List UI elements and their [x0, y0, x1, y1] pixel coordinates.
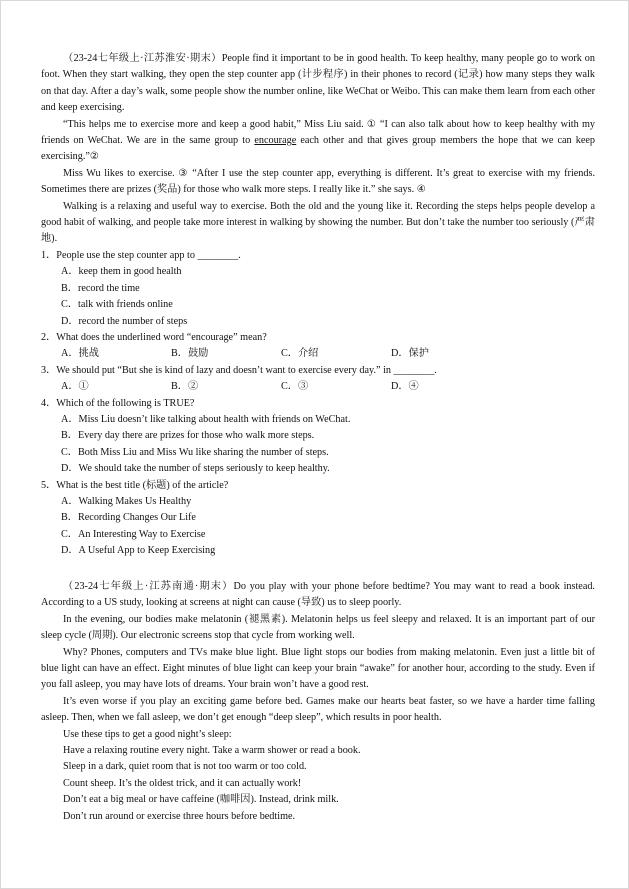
option: B．Recording Changes Our Life	[61, 512, 196, 524]
option: A．①	[61, 381, 89, 393]
passage-1-paragraph-2: “This helps me to exercise more and keep a good habit,” Miss Liu said. ① “I can also talk about how to keep healthy with my friends on WeChat. We are in the same group to encourage each other and that gives group members the hope that we can keep exercising.”②	[41, 118, 595, 163]
passage-2-paragraph-4: It’s even worse if you play an exciting game before bed. Games make our hearts beat faster, so we have a harder time falling asleep. Then, when we fall asleep, we don’t get enough “deep sleep”, which results in poor health.	[41, 695, 595, 724]
option: C．talk with friends online	[61, 299, 173, 311]
passage-1-paragraph-1: （23-24七年级上·江苏淮安·期末）People find it important to be in good health. To keep healthy, many people go to work on foot. When they start walking, they open the step counter app (计步程序) in their phones to record (记录) how many steps they walk on that day. After a day’s walk, some people show the number online, like WeChat or Weibo. This can make them learn from each other and keep exercising.	[41, 53, 595, 114]
passage-2-paragraph-3: Why? Phones, computers and TVs make blue light. Blue light stops our bodies from making melatonin. Even just a little bit of blue light can have an effect. Eight minutes of blue light can keep your brain “awake” for another hour, according to the study. Even if you fall asleep, you may have lots of dreams. Your brain won’t have a good rest.	[41, 646, 595, 691]
option: B．record the time	[61, 282, 140, 294]
option: D．We should take the number of steps seriously to keep healthy.	[61, 463, 330, 475]
tip-item: Sleep in a dark, quiet room that is not too warm or too cold.	[63, 761, 307, 773]
tip-item: Have a relaxing routine every night. Take a warm shower or read a book.	[63, 745, 361, 757]
option: B．②	[171, 381, 199, 393]
question-5	[41, 478, 595, 560]
tip-item: Count sheep. It’s the oldest trick, and it can actually work!	[63, 777, 302, 789]
option: C．An Interesting Way to Exercise	[61, 528, 206, 540]
underlined-word-encourage: encourage	[254, 135, 297, 147]
option: A．Walking Makes Us Healthy	[61, 495, 192, 507]
option: C．Both Miss Liu and Miss Wu like sharing the number of steps.	[61, 446, 329, 458]
options-row	[41, 379, 595, 395]
option: A．挑战	[61, 348, 99, 360]
question-stem: 3．We should put “But she is kind of lazy and doesn’t want to exercise every day.” in ________.	[41, 364, 437, 376]
question-4	[41, 396, 595, 478]
passage-2	[41, 579, 595, 825]
question-stem: 1．People use the step counter app to ________.	[41, 249, 241, 261]
option: B．鼓励	[171, 348, 209, 360]
option: C．③	[281, 381, 309, 393]
option: D．record the number of steps	[61, 315, 188, 327]
passage-2-paragraph-1: （23-24七年级上·江苏南通·期末）Do you play with your phone before bedtime? You may want to read a book instead. According to a US study, looking at screens at night can cause (导致) us to sleep poorly.	[41, 581, 595, 609]
passage-2-source: （23-24七年级上·江苏南通·期末）	[63, 581, 234, 592]
tips-intro: Use these tips to get a good night’s sleep:	[63, 728, 232, 740]
options-row	[41, 346, 595, 362]
passage-1	[41, 51, 595, 560]
option: D．A Useful App to Keep Exercising	[61, 545, 216, 557]
question-3	[41, 363, 595, 396]
question-1	[41, 248, 595, 330]
question-stem: 2．What does the underlined word “encourage” mean?	[41, 331, 267, 343]
option: D．保护	[391, 348, 429, 360]
tip-item: Don’t run around or exercise three hours before bedtime.	[63, 810, 296, 822]
option: A．keep them in good health	[61, 266, 182, 278]
passage-1-paragraph-3: Miss Wu likes to exercise. ③ “After I use the step counter app, everything is different. It’s great to exercise with my friends. Sometimes there are prizes (奖品) for those who walk more steps. I really like it.” she says. ④	[41, 167, 595, 196]
option: B．Every day there are prizes for those who walk more steps.	[61, 430, 315, 442]
option: C．介绍	[281, 348, 319, 360]
passage-1-paragraph-4: Walking is a relaxing and useful way to exercise. Both the old and the young like it. Recording the steps helps people develop a good habit of walking, and people take more interest in walking by showing the number. But don’t take the number too seriously (严肃地).	[41, 200, 595, 245]
option: A．Miss Liu doesn’t like talking about health with friends on WeChat.	[61, 413, 351, 425]
question-stem: 4．Which of the following is TRUE?	[41, 397, 195, 409]
passage-1-source: （23-24七年级上·江苏淮安·期末）	[63, 53, 222, 64]
tip-item: Don’t eat a big meal or have caffeine (咖啡因). Instead, drink milk.	[63, 794, 339, 806]
question-2	[41, 330, 595, 363]
option: D．④	[391, 381, 419, 393]
passage-2-paragraph-2: In the evening, our bodies make melatonin (褪黑素). Melatonin helps us feel sleepy and relaxed. It is an important part of our sleep cycle (周期). Our electronic screens stop that cycle from working well.	[41, 613, 595, 642]
question-stem: 5．What is the best title (标题) of the article?	[41, 479, 229, 491]
